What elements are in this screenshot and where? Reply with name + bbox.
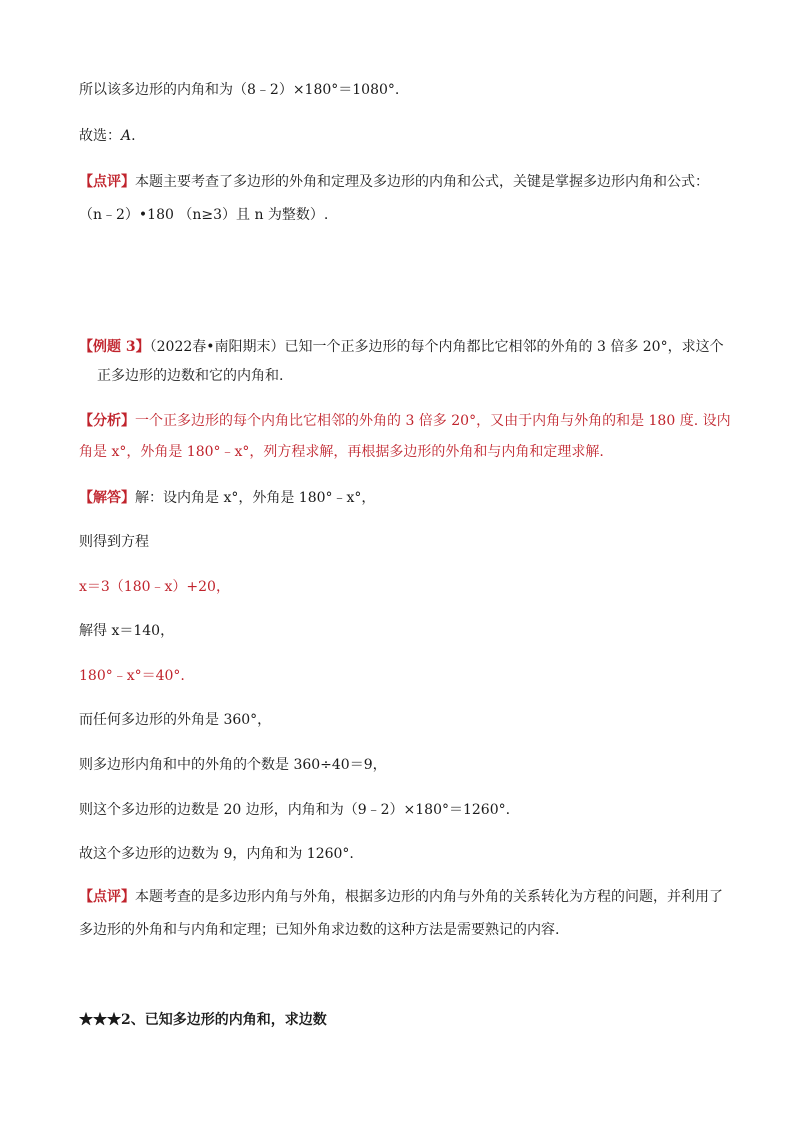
comment-tag: 【点评】 xyxy=(79,889,135,905)
solution-line-4: 解得 x＝140， xyxy=(79,623,175,639)
comment-2-line-1: 【点评】本题考查的是多边形内角与外角，根据多边形的内角与外角的关系转化为方程的问题，并利用了 xyxy=(79,889,723,905)
example-3-line-2: 正多边形的边数和它的内角和. xyxy=(97,368,284,384)
analysis-line-1: 【分析】一个正多边形的每个内角比它相邻的外角的 3 倍多 20°，又由于内角与外角的和是 180 度. 设内 xyxy=(79,413,731,429)
analysis-tag: 【分析】 xyxy=(79,413,135,429)
comment-2-line-2: 多边形的外角和与内角和定理；已知外角求边数的这种方法是需要熟记的内容. xyxy=(79,922,560,938)
solution-tag: 【解答】 xyxy=(79,490,135,506)
answer-choice-line: 故选：A. xyxy=(79,128,136,144)
solution-line-6: 而任何多边形的外角是 360°， xyxy=(79,712,272,728)
example-tag: 【例题 3】 xyxy=(79,339,150,355)
example-3-line-1: 【例题 3】（2022春•南阳期末）已知一个正多边形的每个内角都比它相邻的外角的 3 倍多 20°，求这个 xyxy=(79,339,724,355)
analysis-line-2: 角是 x°，外角是 180°﹣x°，列方程求解，再根据多边形的外角和与内角和定理求解. xyxy=(79,444,604,460)
comment-1-line-1: 【点评】本题主要考查了多边形的外角和定理及多边形的内角和公式，关键是掌握多边形内角和公式： xyxy=(79,174,709,190)
solution-line-8: 则这个多边形的边数是 20 边形，内角和为（9﹣2）×180°＝1260°. xyxy=(79,802,511,818)
solution-line-9: 故这个多边形的边数为 9，内角和为 1260°. xyxy=(79,846,354,862)
comment-tag: 【点评】 xyxy=(79,174,135,190)
section-heading: ★★★2、已知多边形的内角和，求边数 xyxy=(79,1012,327,1028)
solution-line-1: 【解答】解：设内角是 x°，外角是 180°﹣x°， xyxy=(79,490,376,506)
solution-line-2: 则得到方程 xyxy=(79,534,149,550)
answer-letter: A xyxy=(121,128,132,144)
comment-1-line-2: （n﹣2）•180 （n≥3）且 n 为整数）. xyxy=(79,207,329,223)
solution-equation: x＝3（180﹣x）+20， xyxy=(79,579,230,595)
solution-conclusion-line: 所以该多边形的内角和为（8﹣2）×180°＝1080°. xyxy=(79,82,400,98)
solution-line-5: 180°﹣x°＝40°. xyxy=(79,668,185,684)
solution-line-7: 则多边形内角和中的外角的个数是 360÷40＝9， xyxy=(79,757,387,773)
